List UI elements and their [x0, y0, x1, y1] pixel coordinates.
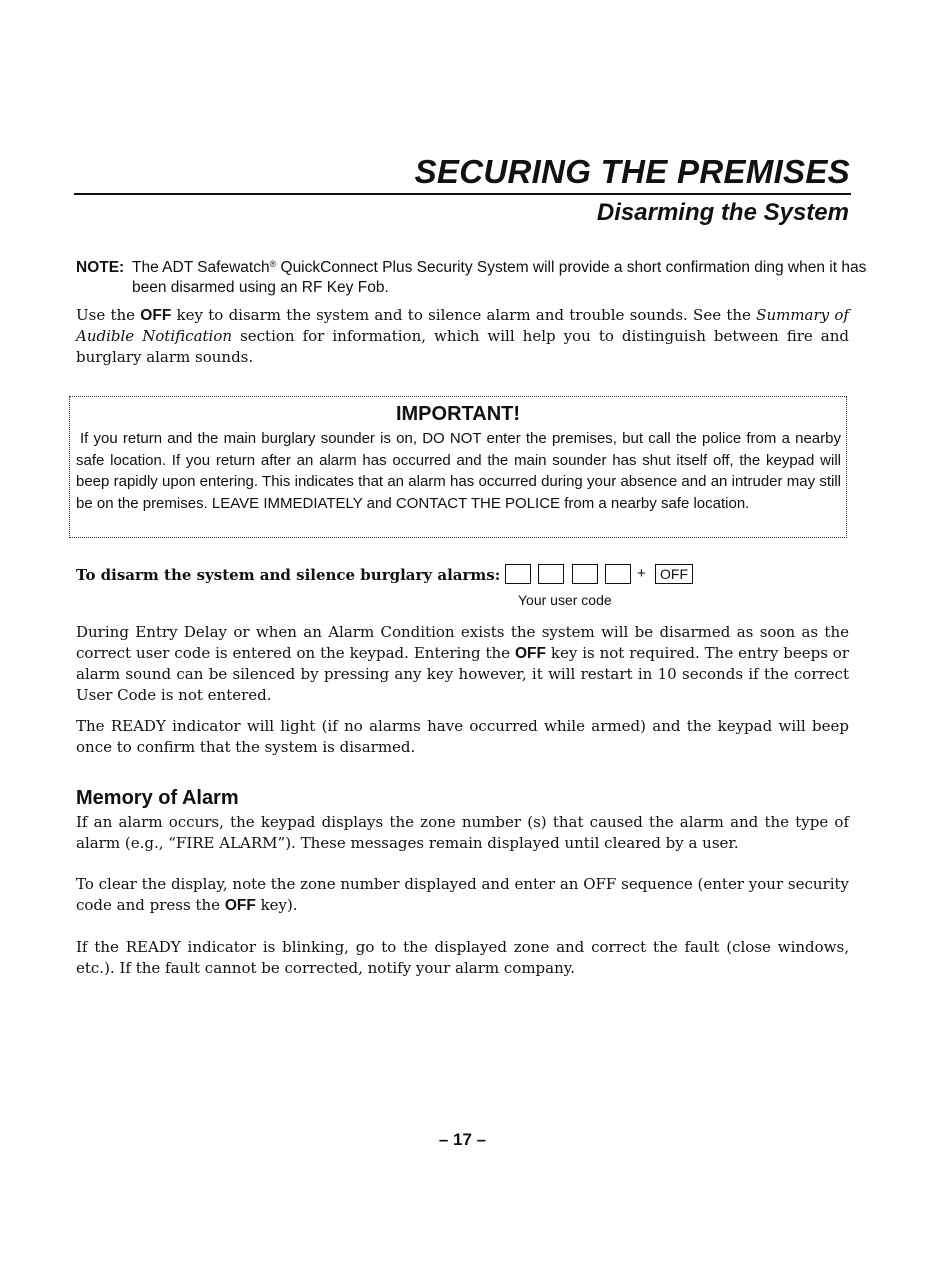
note-text-part: The ADT Safewatch	[132, 259, 270, 276]
important-text: If you return and the main burglary sounder is on, DO NOT enter the premises, but call the police from a nearby safe location. If you return after an alarm has occurred and the main sounder has shut itself off, the keypad will beep rapidly upon entering. This indicates that an alarm has occurred during your absence and an intruder may still be on the premises. LEAVE IMMEDIATELY and CONTACT THE POLICE from a nearby safe location.	[76, 430, 841, 512]
code-digit-box	[572, 564, 598, 584]
code-digit-box	[505, 564, 531, 584]
note-text	[132, 258, 876, 298]
note-label: NOTE:	[76, 259, 125, 276]
memory-of-alarm-heading: Memory of Alarm	[76, 787, 239, 809]
off-key-label: OFF	[140, 307, 172, 324]
section-title: SECURING THE PREMISES	[414, 153, 850, 190]
ready-indicator-paragraph: The READY indicator will light (if no alarms have occurred while armed) and the keypad will beep once to confirm that the system is disarmed.	[76, 717, 849, 756]
disarm-label: To disarm the system and silence burglary alarms:	[76, 566, 501, 584]
code-digit-box	[605, 564, 631, 584]
note-text-part: QuickConnect Plus Security System will provide a short confirmation ding when it has been disarmed using an RF Key Fob.	[132, 259, 867, 296]
off-key-label: OFF	[514, 645, 546, 662]
note-block	[76, 258, 876, 298]
code-digit-box	[538, 564, 564, 584]
text-run: During Entry Delay or when an Alarm Condition exists the system will be disarmed as soon as the correct user code is entered on the keypad. Entering the	[76, 623, 849, 662]
off-key-paragraph	[76, 305, 849, 368]
text-run: To clear the display, note the zone number displayed and enter an OFF sequence (enter your security code and press the	[76, 875, 849, 914]
memory-paragraph-3: If the READY indicator is blinking, go to the displayed zone and correct the fault (close windows, etc.). If the fault cannot be corrected, notify your alarm company.	[76, 938, 849, 977]
title-rule	[74, 193, 851, 195]
text-run: Use the	[76, 306, 141, 324]
text-run: key to disarm the system and to silence alarm and trouble sounds. See the	[171, 306, 757, 324]
text-run: key).	[255, 896, 298, 914]
important-heading: IMPORTANT!	[395, 403, 521, 425]
memory-paragraph-2	[76, 874, 849, 916]
plus-sign: +	[637, 565, 646, 582]
disarm-sequence	[76, 563, 856, 587]
entry-delay-paragraph	[76, 622, 849, 706]
memory-paragraph-1: If an alarm occurs, the keypad displays the zone number (s) that caused the alarm and the type of alarm (e.g., “FIRE ALARM”). These messages remain displayed until cleared by a user.	[76, 813, 849, 852]
off-key-label: OFF	[224, 897, 256, 914]
section-reference: Summary of Audible Notification	[76, 306, 849, 345]
text-run: section for information, which will help you to distinguish between fire and burglary alarm sounds.	[76, 327, 849, 366]
important-box	[69, 396, 847, 538]
section-subtitle: Disarming the System	[596, 199, 849, 226]
registered-mark: ®	[269, 259, 277, 269]
off-key-box: OFF	[655, 564, 693, 584]
text-run: key is not required. The entry beeps or alarm sound can be silenced by pressing any key however, it will restart in 10 seconds if the correct User Code is not entered.	[76, 644, 849, 704]
page-number: – 17 –	[438, 1130, 487, 1149]
user-code-caption: Your user code	[518, 592, 612, 608]
